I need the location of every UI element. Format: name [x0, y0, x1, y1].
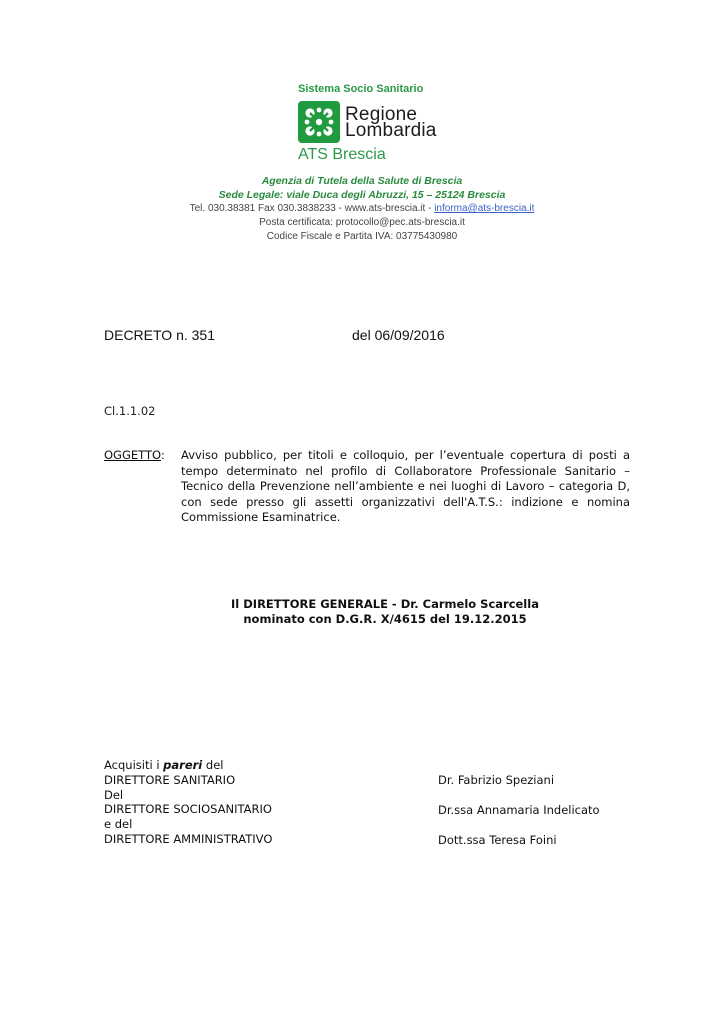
region-name-line2: Lombardia	[345, 120, 437, 141]
subject-label-text: OGGETTO	[104, 448, 162, 462]
subject-label-colon: :	[161, 448, 165, 462]
subject-text: Avviso pubblico, per titoli e colloquio, per l’eventuale copertura di posti a tempo determinato nel profilo di Collaboratore Professionale Sanitario – Tecnico della Prevenzione nell’ambiente e nei luoghi di Lavoro – categoria D, con sede presso gli assetti organizzativi dell'A.T.S.: indizione e nomina Commissione Esaminatrice.	[181, 448, 630, 525]
decree-number: DECRETO n. 351	[104, 327, 216, 343]
opinions-intro	[104, 758, 272, 773]
tax-code-line: Codice Fiscale e Partita IVA: 03775430980	[266, 231, 458, 242]
name-administrative-director: Dott.ssa Teresa Foini	[438, 833, 557, 847]
opinions-intro-suffix: del	[202, 758, 224, 772]
agency-name: Agenzia di Tutela della Salute di Brescia	[261, 175, 463, 187]
role-health-director: DIRETTORE SANITARIO	[104, 772, 236, 787]
rosa-camuna-icon	[298, 101, 340, 143]
region-name-line1: Regione	[345, 104, 418, 125]
contact-line	[0, 203, 724, 214]
join-del: Del	[104, 787, 124, 802]
email-link[interactable]: informa@ats-brescia.it	[434, 203, 535, 214]
name-social-health-director: Dr.ssa Annamaria Indelicato	[438, 803, 600, 817]
legal-seat: Sede Legale: viale Duca degli Abruzzi, 15 – 25124 Brescia	[218, 189, 506, 201]
contact-phone-web: Tel. 030.38381 Fax 030.3838233 - www.ats-brescia.it -	[189, 203, 435, 214]
subject-label	[104, 448, 165, 462]
director-general-title: Il DIRETTORE GENERALE - Dr. Carmelo Scarcella	[231, 597, 539, 611]
role-social-health-director: DIRETTORE SOCIOSANITARIO	[104, 802, 272, 817]
classification-code: Cl.1.1.02	[104, 404, 156, 418]
regione-lombardia-logo	[298, 101, 340, 143]
role-administrative-director: DIRETTORE AMMINISTRATIVO	[104, 831, 273, 846]
join-e-del: e del	[104, 817, 133, 832]
opinions-intro-bold: pareri	[163, 758, 203, 772]
opinions-intro-prefix: Acquisiti i	[104, 758, 164, 772]
system-label: Sistema Socio Sanitario	[298, 83, 424, 95]
opinions-block	[104, 758, 272, 847]
decree-date: del 06/09/2016	[352, 327, 445, 343]
ats-name: ATS Brescia	[298, 146, 386, 163]
pec-line: Posta certificata: protocollo@pec.ats-brescia.it	[259, 217, 465, 228]
name-health-director: Dr. Fabrizio Speziani	[438, 773, 555, 787]
director-appointment: nominato con D.G.R. X/4615 del 19.12.2015	[243, 612, 527, 626]
